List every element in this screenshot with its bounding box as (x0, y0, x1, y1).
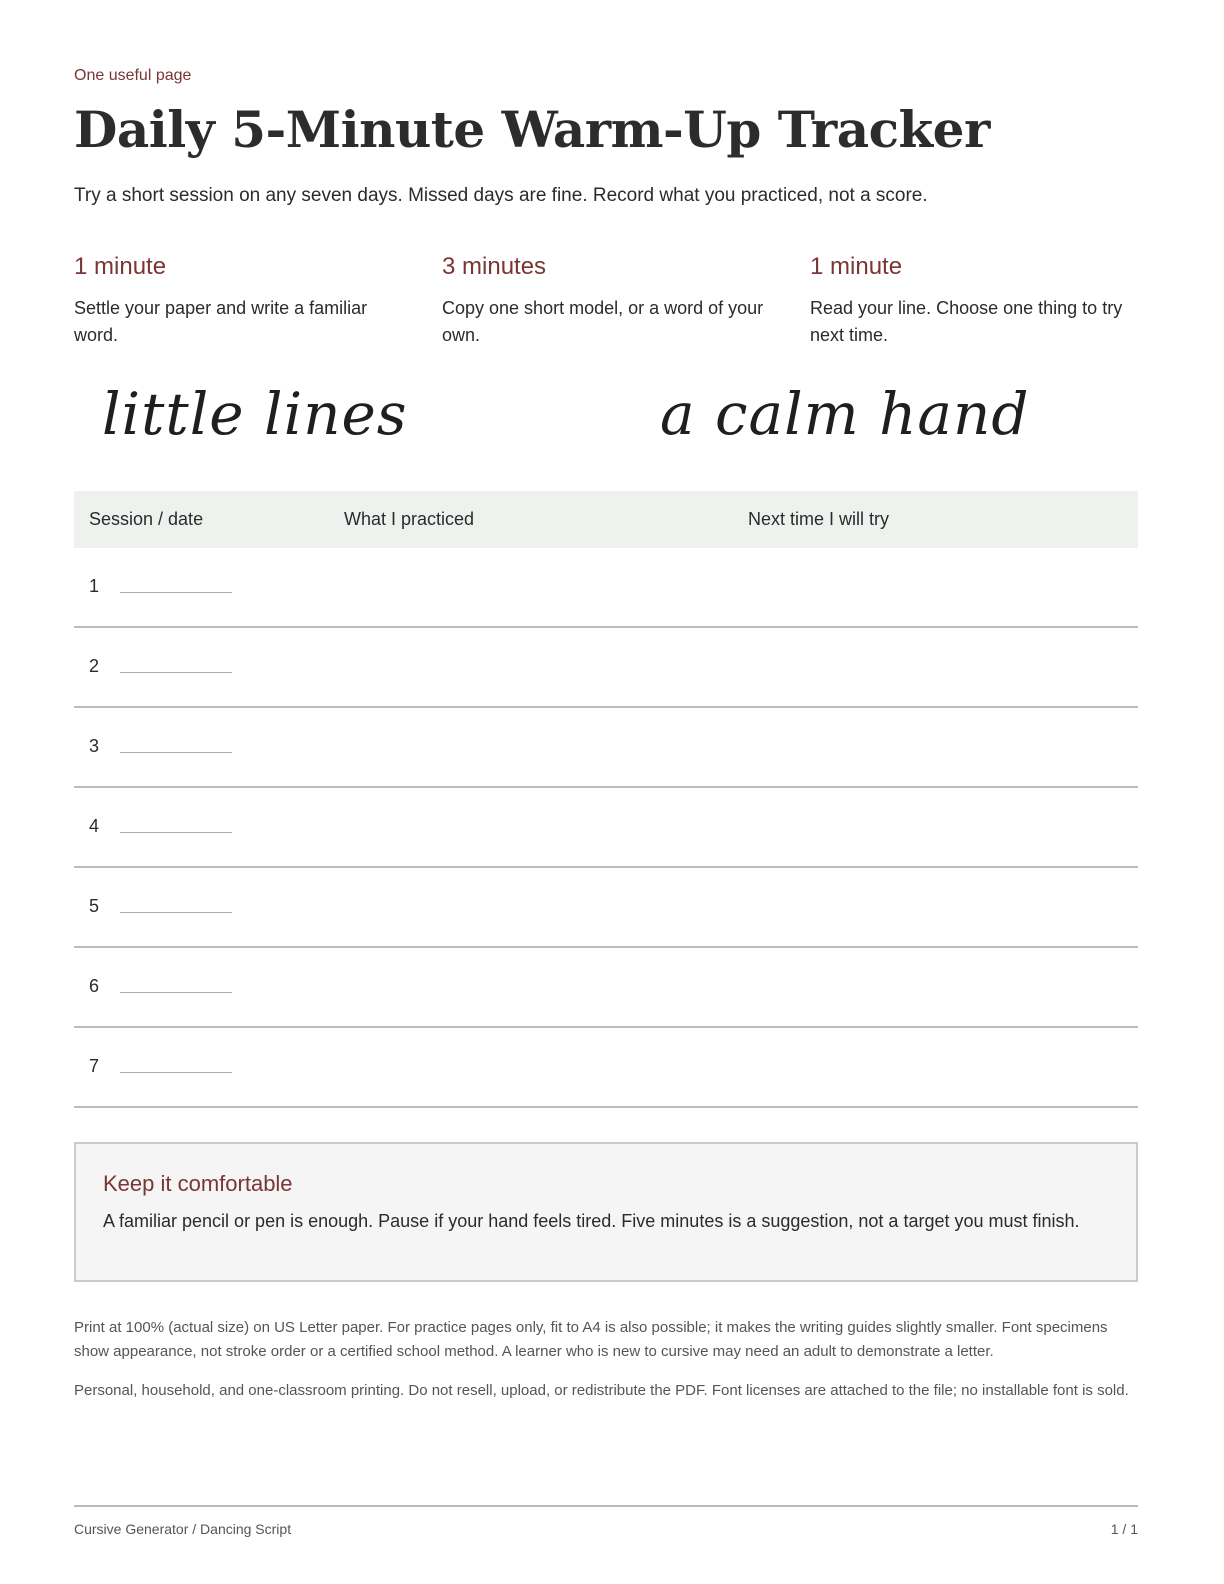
step-time: 1 minute (810, 253, 903, 280)
date-write-line (120, 592, 232, 593)
table-header (74, 491, 1138, 548)
table-row (74, 708, 1138, 788)
callout-title: Keep it comfortable (103, 1171, 293, 1196)
step-read (810, 253, 1140, 349)
date-write-line (120, 992, 232, 993)
intro-text: Try a short session on any seven days. Missed days are fine. Record what you practiced, not a score. (74, 185, 928, 206)
table-row (74, 548, 1138, 628)
date-write-line (120, 752, 232, 753)
font-specimens (74, 380, 1138, 470)
row-number: 6 (89, 976, 100, 996)
header-practiced: What I practiced (344, 509, 475, 529)
step-time: 3 minutes (442, 253, 547, 280)
step-copy (442, 253, 772, 349)
comfort-callout (74, 1142, 1138, 1282)
specimen-little-lines: little lines (102, 380, 408, 448)
step-text: Copy one short model, or a word of your own. (442, 298, 764, 345)
row-number: 5 (89, 896, 100, 916)
row-number: 2 (89, 656, 100, 676)
row-number: 7 (89, 1056, 100, 1076)
table-row (74, 1028, 1138, 1108)
step-text: Read your line. Choose one thing to try next time. (810, 298, 1123, 345)
footer-source: Cursive Generator / Dancing Script (74, 1521, 292, 1537)
callout-text: A familiar pencil or pen is enough. Pause if your hand feels tired. Five minutes is a suggestion, not a target you must finish. (103, 1211, 1080, 1231)
table-row (74, 868, 1138, 948)
warmup-steps (74, 253, 1138, 353)
row-number: 3 (89, 736, 100, 756)
header-session-date: Session / date (89, 509, 204, 529)
row-number: 4 (89, 816, 100, 836)
table-row (74, 628, 1138, 708)
footer-divider (74, 1505, 1138, 1507)
date-write-line (120, 672, 232, 673)
date-write-line (120, 1072, 232, 1073)
page-number: 1 / 1 (1110, 1521, 1138, 1537)
specimen-calm-hand: a calm hand (660, 380, 1030, 448)
step-settle (74, 253, 404, 349)
page-title: Daily 5-Minute Warm-Up Tracker (74, 100, 990, 159)
step-time: 1 minute (74, 253, 167, 280)
session-log-table (74, 491, 1138, 1108)
header-next-time: Next time I will try (748, 509, 890, 529)
print-note: Print at 100% (actual size) on US Letter paper. For practice pages only, fit to A4 is also possible; it makes the writing guides slightly smaller. Font specimens show appearance, not stroke order or a certified school method. A learner who is new to cursive may need an adult to demonstrate a letter. (74, 1319, 1108, 1360)
eyebrow-label: One useful page (74, 67, 192, 84)
step-text: Settle your paper and write a familiar word. (74, 298, 368, 345)
date-write-line (120, 912, 232, 913)
row-number: 1 (89, 576, 100, 596)
license-note: Personal, household, and one-classroom printing. Do not resell, upload, or redistribute the PDF. Font licenses are attached to the file; no installable font is sold. (74, 1382, 1129, 1399)
tracker-page (74, 0, 1138, 1584)
date-write-line (120, 832, 232, 833)
table-row (74, 948, 1138, 1028)
table-row (74, 788, 1138, 868)
